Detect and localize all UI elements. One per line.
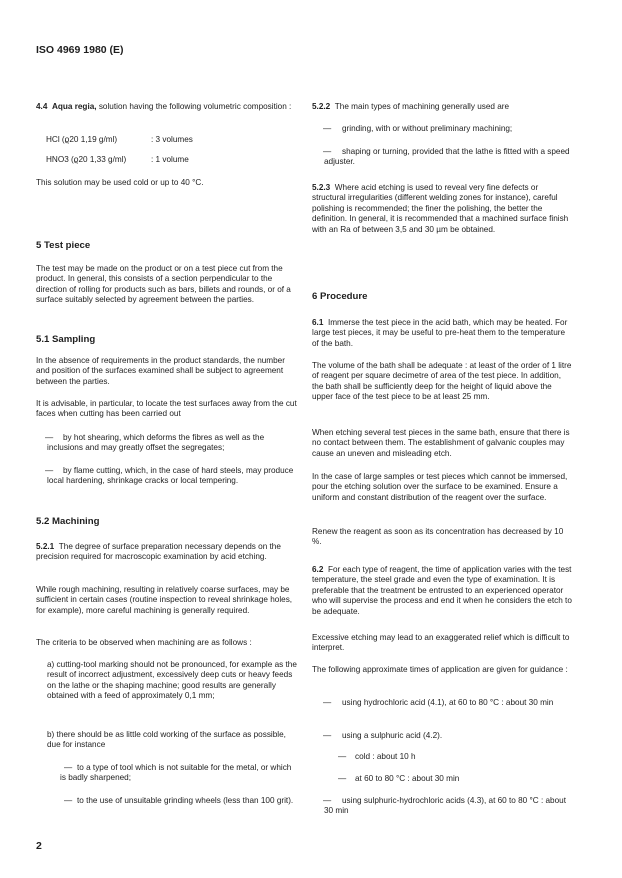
criteria-a: a) cutting-tool marking should not be pronounced, for example as the result of incorrect adjustment, excessively deep cuts or heavy feeds on the lathe or the shaping machine; good results are generally obtained with a feed of approximately 0,1 mm; (47, 660, 297, 701)
procedure-paragraph-3: When etching several test pieces in the same bath, ensure that there is no contact between them. The establishment of galvanic couples may cause an uneven and misleading etch. (312, 428, 570, 458)
section-5-text: The test may be made on the product or on a test piece cut from the product. In general, this consists of a section perpendicular to the direction of rolling for products such as bars, billets and rounds, or of a surface suitably selected by agreement between the parties. (36, 264, 291, 305)
dash-bullet: — (45, 433, 54, 442)
hcl-label: HCl (ϱ20 1,19 g/ml) (46, 135, 118, 144)
dash-bullet: — (338, 752, 347, 761)
time-sulphuric-hot: at 60 to 80 °C : about 30 min (355, 774, 460, 783)
section-6-heading: 6 Procedure (312, 291, 368, 302)
clause-text: For each type of reagent, the time of application varies with the test temperature, the steel grade and even the type of examination. It is preferable that the treatment be entrusted to an experienced operator who will supervise the process and end it when he considers the etch to be adequate. (312, 565, 572, 616)
procedure-paragraph-2: The volume of the bath shall be adequate : at least of the order of 1 litre of reagent per square decimetre of area of the test piece. In addition, the bath shall be sufficiently deep for the height of liquid above the upper face of the test piece to be at least 25 mm. (312, 361, 572, 402)
clause-5-2-2 (312, 102, 574, 112)
sampling-paragraph-2: It is advisable, in particular, to locate the test surfaces away from the cut faces when cutting has been carried out (36, 399, 297, 419)
time-hydrochloric: using hydrochloric acid (4.1), at 60 to 80 °C : about 30 min (342, 698, 554, 707)
clause-text: The degree of surface preparation necessary depends on the precision required for macroscopic examination by acid etching. (36, 542, 281, 562)
clause-text: solution having the following volumetric composition : (98, 102, 292, 111)
dash-bullet: — (338, 774, 347, 783)
machining-type-1: grinding, with or without preliminary machining; (342, 124, 513, 133)
sampling-bullet-2: by flame cutting, which, in the case of hard steels, may produce local hardening, shrinkage cracks or local tempering. (47, 466, 294, 486)
dash-bullet: — (323, 147, 332, 156)
dash-bullet: — (323, 796, 332, 805)
machining-paragraph-2: While rough machining, resulting in relatively coarse surfaces, may be sufficient in certain cases (routine inspection to reveal shrinkage holes, for example), more careful machining is generally required. (36, 585, 293, 615)
criteria-b-item-1: to a type of tool which is not suitable for the metal, or which is badly sharpened; (60, 763, 292, 783)
clause-title: Aqua regia, (51, 102, 97, 111)
machining-paragraph-3: The criteria to be observed when machining are as follows : (36, 638, 252, 647)
clause-5-2-1 (36, 542, 298, 563)
clause-text: Immerse the test piece in the acid bath, which may be heated. For large test pieces, it may be useful to pre-heat them to the temperature of the bath. (312, 318, 568, 348)
criteria-b-item-2: to the use of unsuitable grinding wheels (less than 100 grit). (77, 796, 294, 805)
hcl-volume: : 3 volumes (151, 135, 193, 144)
section-5-2-heading: 5.2 Machining (36, 516, 100, 527)
clause-number: 5.2.1 (36, 542, 55, 551)
clause-number: 6.1 (312, 318, 324, 327)
document-header: ISO 4969 1980 (E) (36, 44, 124, 56)
procedure-paragraph-7: Excessive etching may lead to an exaggerated relief which is difficult to interpret. (312, 633, 570, 653)
clause-number: 4.4 (36, 102, 48, 111)
procedure-paragraph-5: Renew the reagent as soon as its concentration has decreased by 10 %. (312, 527, 564, 547)
procedure-paragraph-4: In the case of large samples or test pieces which cannot be immersed, pour the etching solution over the surface to be examined. Ensure a uniform and constant distribution of the reagent over the surface. (312, 472, 568, 502)
clause-text: Where acid etching is used to reveal very fine defects or structural irregularities (different welding zones for instance), careful polishing is recommended; the finer the polishing, the better the definition. In general, it is recommended that a machined surface finish with an Ra of between 3,5 and 30 µm be obtained. (312, 183, 569, 234)
time-sulphuric-hydrochloric: using sulphuric-hydrochloric acids (4.3), at 60 to 80 °C : about 30 min (324, 796, 566, 816)
time-sulphuric: using a sulphuric acid (4.2). (342, 731, 443, 740)
hno3-volume: : 1 volume (151, 155, 189, 164)
clause-5-2-3 (312, 183, 574, 235)
machining-type-2: shaping or turning, provided that the lathe is fitted with a speed adjuster. (324, 147, 570, 167)
clause-text: The main types of machining generally used are (334, 102, 510, 111)
dash-bullet: — (45, 466, 54, 475)
dash-bullet: — (323, 124, 332, 133)
clause-6-2 (312, 565, 574, 617)
page-number: 2 (36, 840, 42, 852)
sampling-paragraph-1: In the absence of requirements in the product standards, the number and position of the surfaces examined shall be subject to agreement between the parties. (36, 356, 285, 386)
dash-bullet: — (323, 731, 332, 740)
clause-number: 6.2 (312, 565, 324, 574)
clause-4-4 (36, 102, 298, 112)
hno3-label: HNO3 (ϱ20 1,33 g/ml) (46, 155, 127, 164)
dash-bullet: — (64, 763, 73, 772)
section-5-heading: 5 Test piece (36, 240, 91, 251)
dash-bullet: — (64, 796, 73, 805)
procedure-paragraph-8: The following approximate times of application are given for guidance : (312, 665, 568, 674)
section-5-1-heading: 5.1 Sampling (36, 334, 96, 345)
time-sulphuric-cold: cold : about 10 h (355, 752, 416, 761)
aqua-regia-note: This solution may be used cold or up to 40 °C. (36, 178, 204, 187)
sampling-bullet-1: by hot shearing, which deforms the fibres as well as the inclusions and may greatly offset the segregates; (47, 433, 265, 453)
clause-number: 5.2.3 (312, 183, 331, 192)
criteria-b: b) there should be as little cold working of the surface as possible, due for instance (47, 730, 286, 750)
clause-number: 5.2.2 (312, 102, 331, 111)
dash-bullet: — (323, 698, 332, 707)
clause-6-1 (312, 318, 574, 349)
